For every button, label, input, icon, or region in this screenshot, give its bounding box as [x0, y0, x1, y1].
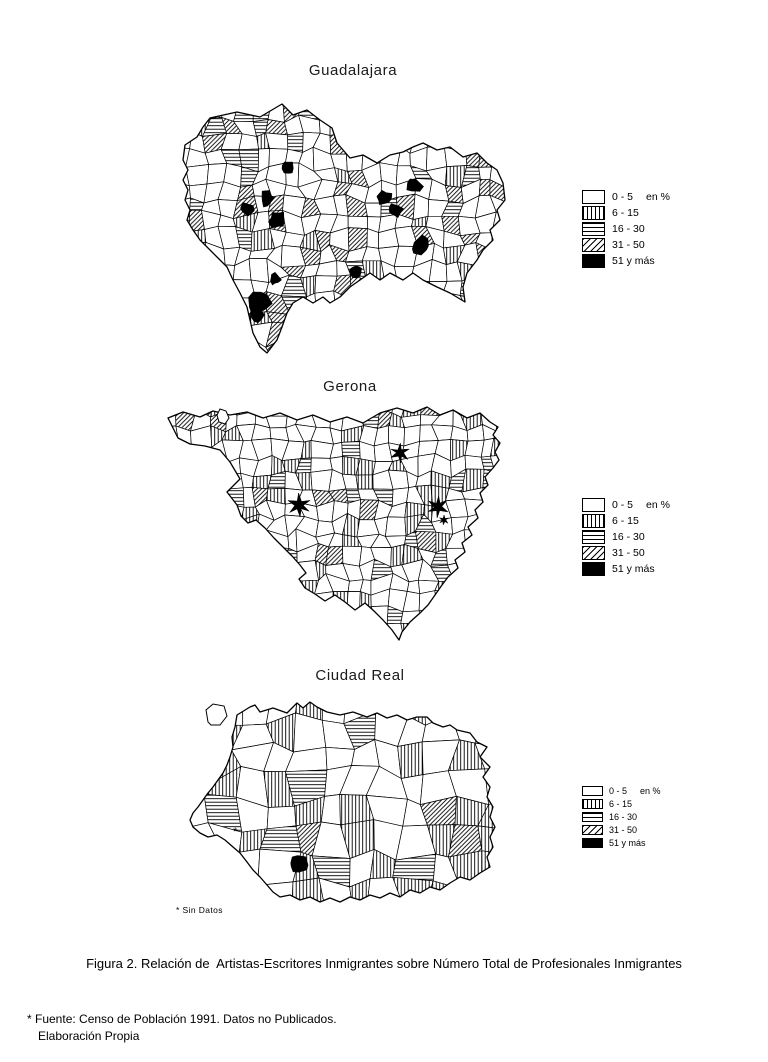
legend-label: 31 - 50 [609, 824, 638, 835]
map-guadalajara [158, 103, 548, 358]
legend-swatch-0-5 [582, 498, 605, 512]
legend-label: 51 y más [612, 255, 655, 267]
legend-row [582, 221, 670, 237]
legend-row [582, 513, 670, 529]
legend-row [582, 823, 661, 836]
legend-label: 6 - 15 [612, 207, 639, 219]
legend-swatch-16-30 [582, 812, 603, 822]
legend-row [582, 784, 661, 797]
legend-swatch-0-5 [582, 190, 605, 204]
legend-label: 16 - 30 [609, 811, 638, 822]
legend-row [582, 237, 670, 253]
legend-row [582, 497, 670, 513]
legend-row [582, 205, 670, 221]
source-line-1: * Fuente: Censo de Población 1991. Datos no Publicados. [27, 1012, 337, 1026]
legend-row [582, 253, 670, 269]
legend-swatch-31-50 [582, 825, 603, 835]
source-line-2: Elaboración Propia [38, 1029, 140, 1043]
legend-swatch-51-plus [582, 838, 603, 848]
legend-swatch-31-50 [582, 238, 605, 252]
legend-label: 51 y más [609, 837, 646, 848]
figure-caption: Figura 2. Relación de Artistas-Escritores Inmigrantes sobre Número Total de Profesionales Inmigrantes [86, 956, 682, 971]
legend-swatch-51-plus [582, 562, 605, 576]
legend-label: 6 - 15 [609, 798, 633, 809]
legend-swatch-51-plus [582, 254, 605, 268]
legend-label: 0 - 5 [609, 785, 628, 796]
legend-guadalajara [582, 189, 670, 269]
map-title-gerona: Gerona [323, 378, 377, 395]
legend-row [582, 810, 661, 823]
legend-row [582, 189, 670, 205]
map-gerona [150, 398, 550, 648]
legend-swatch-31-50 [582, 546, 605, 560]
legend-label: 6 - 15 [612, 515, 639, 527]
map-title-ciudad-real: Ciudad Real [315, 667, 405, 684]
legend-label: 31 - 50 [612, 239, 645, 251]
legend-swatch-16-30 [582, 530, 605, 544]
legend-swatch-6-15 [582, 206, 605, 220]
legend-swatch-0-5 [582, 786, 603, 796]
map-ciudad-real [158, 692, 562, 908]
map-title-guadalajara: Guadalajara [308, 62, 398, 79]
legend-row [582, 561, 670, 577]
legend-row [582, 529, 670, 545]
legend-swatch-6-15 [582, 799, 603, 809]
svg-text:*: * [233, 826, 238, 838]
legend-row [582, 797, 661, 810]
source-note [27, 1011, 337, 1045]
legend-label: 16 - 30 [612, 223, 645, 235]
legend-unit-label: en % [646, 191, 670, 203]
legend-swatch-16-30 [582, 222, 605, 236]
legend-label: 31 - 50 [612, 547, 645, 559]
legend-row [582, 836, 661, 849]
sin-datos-note: * Sin Datos [176, 905, 223, 915]
legend-row [582, 545, 670, 561]
legend-unit-label: en % [646, 499, 670, 511]
legend-label: 51 y más [612, 563, 655, 575]
legend-label: 0 - 5 [612, 499, 634, 511]
legend-swatch-6-15 [582, 514, 605, 528]
legend-gerona [582, 497, 670, 577]
legend-ciudad-real [582, 784, 661, 849]
legend-label: 0 - 5 [612, 191, 634, 203]
legend-unit-label: en % [640, 785, 661, 796]
legend-label: 16 - 30 [612, 531, 645, 543]
